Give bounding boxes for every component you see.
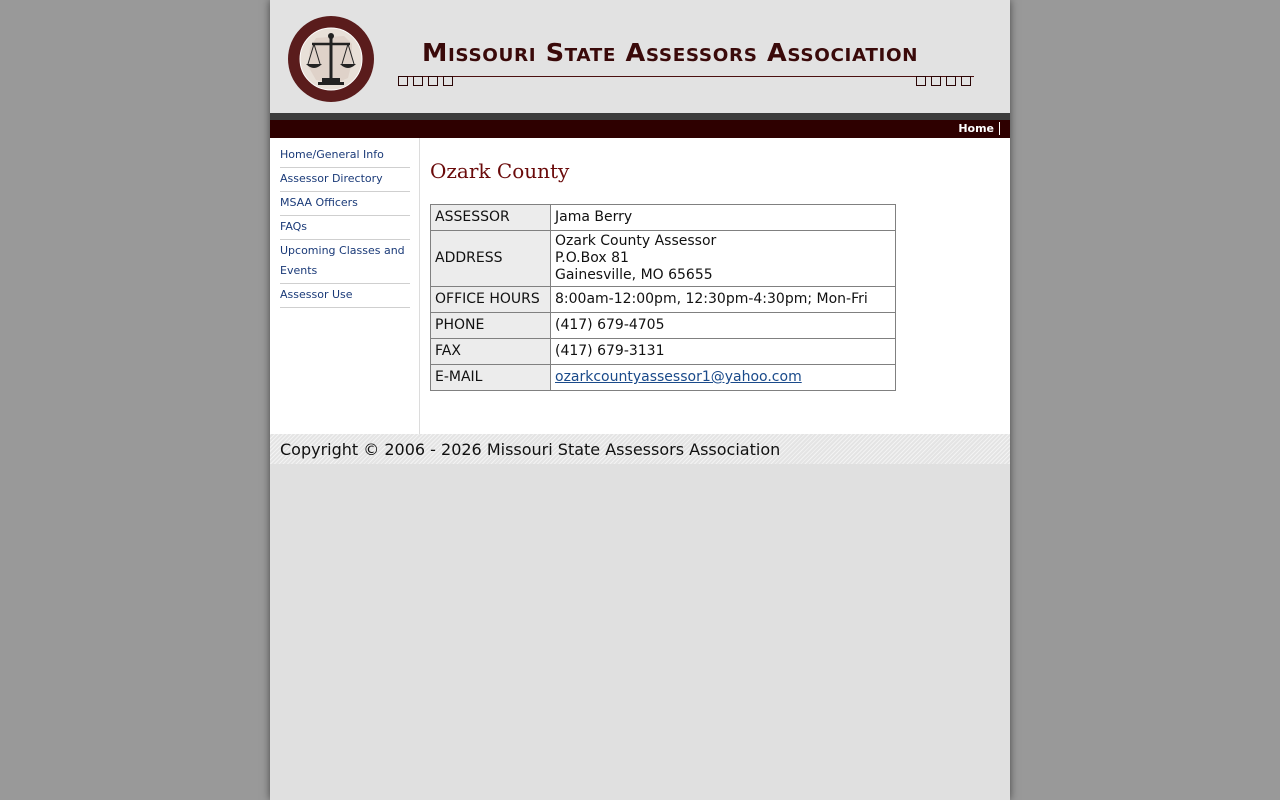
sidebar-item-msaa-officers[interactable]: MSAA Officers	[280, 192, 410, 216]
page-container	[270, 0, 1010, 800]
address-value	[551, 231, 896, 287]
table-row-assessor	[431, 205, 896, 231]
top-nav-bar	[270, 120, 1010, 138]
sidebar-item-upcoming-classes-events[interactable]: Upcoming Classes and Events	[280, 240, 410, 284]
site-header	[270, 0, 1010, 113]
table-row-address	[431, 231, 896, 287]
address-line-1: Ozark County Assessor	[555, 233, 717, 249]
decorative-squares-right	[916, 76, 971, 87]
address-label: ADDRESS	[431, 231, 551, 287]
sidebar-item-faqs[interactable]: FAQs	[280, 216, 410, 240]
header-divider-band	[270, 113, 1010, 120]
sidebar-item-home-general-info[interactable]: Home/General Info	[280, 144, 410, 168]
site-footer	[270, 434, 1010, 464]
sidebar-item-assessor-directory[interactable]: Assessor Directory	[280, 168, 410, 192]
table-row-office-hours	[431, 287, 896, 313]
address-line-3: Gainesville, MO 65655	[555, 267, 713, 283]
fax-value: (417) 679-3131	[551, 339, 896, 365]
title-underline	[400, 76, 974, 77]
site-title: Missouri State Assessors Association	[422, 38, 919, 67]
page-title: Ozark County	[430, 159, 570, 183]
copyright-text: Copyright © 2006 - 2026 Missouri State Assessors Association	[280, 440, 781, 459]
office-hours-label: OFFICE HOURS	[431, 287, 551, 313]
nav-home-link[interactable]: Home	[958, 122, 1000, 135]
sidebar-menu	[280, 144, 410, 308]
sidebar-item-assessor-use[interactable]: Assessor Use	[280, 284, 410, 308]
address-line-2: P.O.Box 81	[555, 250, 629, 266]
email-link[interactable]: ozarkcountyassessor1@yahoo.com	[555, 369, 802, 385]
table-row-email	[431, 365, 896, 391]
phone-label: PHONE	[431, 313, 551, 339]
email-label: E-MAIL	[431, 365, 551, 391]
table-row-fax	[431, 339, 896, 365]
assessor-info-table	[430, 204, 896, 391]
sidebar	[270, 138, 420, 434]
assessor-label: ASSESSOR	[431, 205, 551, 231]
email-value-cell	[551, 365, 896, 391]
association-seal-logo[interactable]	[286, 14, 376, 104]
office-hours-value: 8:00am-12:00pm, 12:30pm-4:30pm; Mon-Fri	[551, 287, 896, 313]
content-area	[270, 138, 1010, 434]
decorative-squares-left	[398, 76, 453, 87]
assessor-value: Jama Berry	[551, 205, 896, 231]
table-row-phone	[431, 313, 896, 339]
fax-label: FAX	[431, 339, 551, 365]
phone-value: (417) 679-4705	[551, 313, 896, 339]
